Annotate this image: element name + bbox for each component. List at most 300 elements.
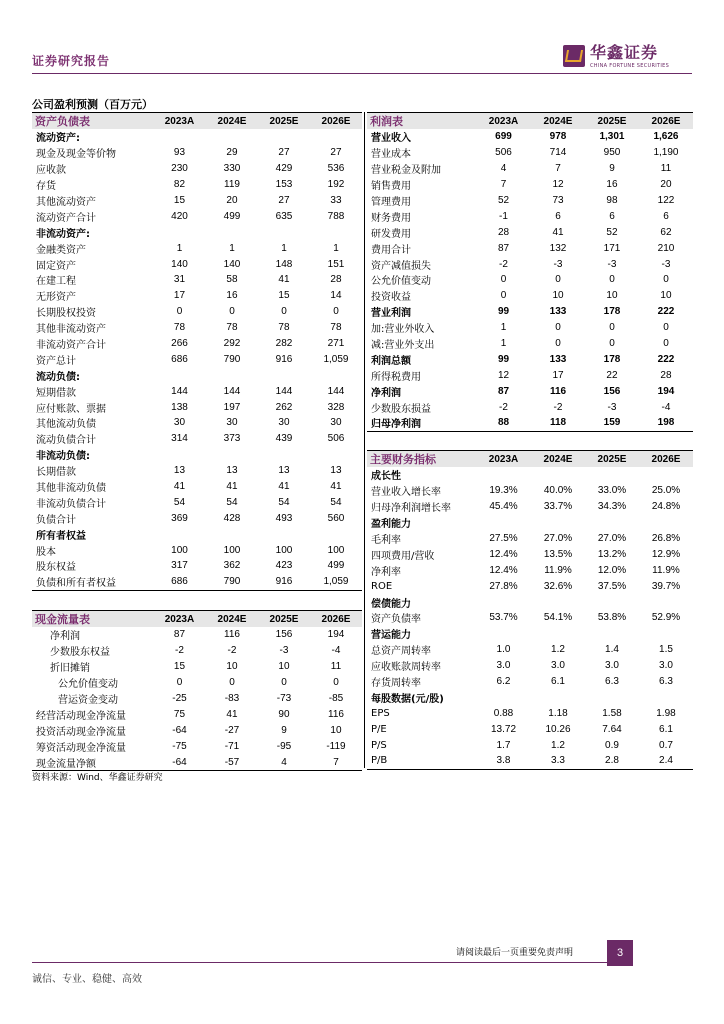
cell-value — [310, 224, 362, 240]
cell-value: 198 — [657, 417, 675, 429]
cell-value: 210 — [657, 242, 675, 254]
cell-value — [153, 129, 206, 145]
row-label: 非流动负债合计 — [36, 498, 106, 510]
cell-value: 33 — [330, 195, 342, 206]
cell-value: 13 — [173, 465, 186, 477]
cell-value: 140 — [223, 258, 241, 270]
cell-value: 17 — [552, 369, 564, 381]
cell-value: 11 — [330, 661, 342, 673]
cell-value: 11.9% — [652, 564, 680, 576]
cell-value: 635 — [275, 210, 293, 222]
company-slogan: 诚信、专业、稳健、高效 — [32, 974, 142, 985]
cell-value — [258, 526, 310, 542]
cell-value: 1.7 — [496, 739, 511, 751]
cell-value: 0 — [555, 274, 561, 286]
row-label: 非流动资产合计 — [36, 340, 106, 352]
table-row — [32, 479, 362, 495]
row-label: 营运能力 — [371, 630, 411, 642]
logo-name-cn: 华鑫证券 — [590, 43, 659, 62]
row-label: 少数股东权益 — [50, 647, 110, 659]
cell-value: 560 — [327, 512, 345, 524]
cell-value: 429 — [275, 163, 293, 175]
cell-value: 328 — [327, 401, 345, 413]
cell-value: 282 — [275, 338, 293, 350]
cell-value: 6.2 — [496, 676, 511, 688]
cell-value: 41 — [278, 274, 290, 286]
cell-value: 0 — [333, 677, 339, 689]
cell-value: 78 — [278, 322, 290, 334]
cell-value: 4 — [281, 756, 287, 768]
row-label: 财务费用 — [371, 212, 411, 224]
row-label: 成长性 — [371, 471, 401, 483]
cell-value: 950 — [603, 147, 621, 159]
table-row — [367, 351, 693, 367]
cell-value: 0.9 — [605, 739, 619, 751]
cell-value: 1 — [500, 338, 507, 350]
cell-value: 133 — [549, 306, 567, 318]
table-row — [32, 177, 362, 193]
cell-value: 1,059 — [323, 353, 349, 365]
row-label: 非流动资产: — [36, 228, 90, 240]
row-label: 长期股权投资 — [36, 308, 96, 320]
data-source: 资料来源：Wind、华鑫证券研究 — [32, 773, 163, 783]
row-label: 存货 — [36, 181, 56, 193]
cell-value: 1.0 — [496, 644, 511, 656]
cell-value: -71 — [224, 740, 240, 752]
row-label: ROE — [371, 580, 393, 592]
cell-value — [585, 626, 639, 642]
cell-value: 119 — [224, 179, 240, 191]
table-row — [32, 558, 362, 574]
cell-value — [476, 467, 531, 483]
row-label: 归母净利润增长率 — [371, 503, 451, 515]
table-row — [367, 721, 693, 737]
row-label: 研发费用 — [371, 228, 411, 240]
row-label: 其他流动资产 — [36, 197, 96, 208]
cell-value: 197 — [223, 401, 241, 413]
company-logo — [563, 44, 669, 69]
cell-value: 118 — [549, 417, 567, 429]
table-row — [367, 240, 693, 256]
cell-value: 45.4% — [489, 501, 518, 513]
cell-value: 122 — [657, 195, 675, 206]
cell-value: 27.0% — [543, 533, 573, 544]
cell-value: 27.0% — [597, 533, 627, 544]
cell-value: 1.2 — [551, 739, 565, 751]
cell-value: 40.0% — [543, 485, 573, 497]
year-header: 2026E — [639, 113, 693, 130]
cell-value — [206, 526, 258, 542]
cell-value: 30 — [173, 417, 186, 429]
cell-value: 788 — [327, 210, 345, 222]
table-row — [367, 499, 693, 515]
row-label: 负债合计 — [36, 514, 76, 526]
table-row — [367, 531, 693, 547]
cell-value: 0 — [229, 677, 235, 689]
cell-value: 271 — [327, 338, 345, 350]
cell-value: 116 — [328, 708, 344, 720]
cell-value: -75 — [172, 740, 187, 752]
cash-flow-table — [32, 610, 362, 771]
table-row — [367, 145, 693, 161]
cell-value: 20 — [226, 195, 238, 206]
table-row — [32, 722, 362, 738]
cell-value: -27 — [224, 724, 240, 736]
cell-value: 6 — [663, 210, 669, 222]
cell-value: 30 — [278, 417, 290, 429]
cell-value: -119 — [326, 740, 346, 752]
row-label: 利润总额 — [371, 355, 411, 367]
cell-value: 12 — [552, 179, 564, 191]
cell-value: 54 — [226, 496, 238, 508]
cell-value: 12.0% — [597, 564, 627, 576]
cell-value: -57 — [224, 756, 240, 768]
cell-value: 222 — [657, 306, 675, 318]
cell-value: 100 — [223, 544, 241, 556]
cell-value — [258, 447, 310, 463]
cell-value: 12.4% — [489, 548, 518, 560]
cell-value: 78 — [173, 322, 186, 334]
cell-value — [531, 594, 585, 610]
cell-value: 1,190 — [653, 147, 679, 159]
cell-value: 194 — [327, 629, 345, 641]
row-label: 净利润 — [371, 387, 401, 399]
row-label: 总资产周转率 — [371, 646, 431, 658]
table-header-row — [32, 611, 362, 628]
cell-value — [585, 689, 639, 705]
cell-value: 178 — [603, 353, 621, 365]
cell-value — [531, 626, 585, 642]
cell-value: 0 — [663, 322, 669, 334]
table-row — [367, 610, 693, 626]
cell-value: 41 — [173, 481, 186, 493]
table-row — [32, 463, 362, 479]
table-title: 资产负债表 — [32, 113, 153, 130]
cell-value: 27.8% — [489, 580, 518, 592]
cell-value: 73 — [552, 195, 564, 206]
table-row — [32, 526, 362, 542]
year-header: 2026E — [310, 611, 362, 628]
cell-value: 314 — [171, 433, 188, 445]
cell-value: 0 — [281, 306, 287, 318]
cell-value: 3.0 — [659, 660, 673, 672]
cell-value — [639, 689, 693, 705]
cell-value: 12.4% — [489, 564, 518, 576]
row-label: 加:营业外收入 — [371, 324, 435, 336]
cell-value: 13.2% — [597, 548, 627, 560]
cell-value: 0 — [555, 338, 561, 350]
row-label: 少数股东损益 — [371, 403, 431, 415]
cell-value: 53.7% — [489, 612, 518, 624]
cell-value: 4 — [500, 163, 507, 175]
cell-value: 15 — [278, 290, 290, 302]
table-row — [32, 691, 362, 707]
cell-value: 116 — [224, 629, 240, 641]
cell-value: 7 — [500, 179, 507, 191]
cell-value: 3.0 — [605, 660, 619, 672]
cell-value: -3 — [607, 401, 617, 413]
cell-value: 156 — [275, 629, 293, 641]
row-label: 营业收入 — [371, 133, 411, 145]
cell-value: 41 — [552, 226, 564, 238]
cell-value: 0 — [500, 290, 507, 302]
cell-value: 27 — [330, 147, 342, 159]
cell-value: 144 — [275, 385, 293, 397]
cell-value: 230 — [171, 163, 188, 175]
table-row — [32, 129, 362, 145]
cell-value: 87 — [497, 242, 510, 254]
year-header: 2024E — [206, 113, 258, 130]
cell-value: 159 — [603, 417, 621, 429]
cell-value: -3 — [607, 258, 617, 270]
logo-mark-icon — [563, 45, 585, 67]
cell-value: 153 — [275, 179, 293, 191]
cell-value: 93 — [173, 147, 186, 159]
cell-value: 1 — [176, 242, 183, 254]
cell-value: 144 — [223, 385, 241, 397]
table-row — [367, 383, 693, 399]
year-header: 2026E — [639, 451, 693, 468]
row-label: 每股数据(元/股) — [371, 693, 444, 705]
cell-value: 0.7 — [659, 739, 673, 751]
row-label: 减:营业外支出 — [371, 340, 435, 352]
cell-value: -95 — [276, 740, 292, 752]
row-label: P/S — [371, 739, 387, 751]
table-row — [367, 594, 693, 610]
cell-value: 100 — [275, 544, 293, 556]
cell-value: 0 — [609, 338, 615, 350]
cell-value: 0.88 — [493, 707, 514, 719]
year-header: 2024E — [531, 451, 585, 468]
cell-value: 6.1 — [659, 723, 673, 735]
table-row — [32, 304, 362, 320]
row-label: 毛利率 — [371, 535, 401, 546]
table-row — [367, 288, 693, 304]
year-header: 2025E — [585, 113, 639, 130]
table-row — [367, 224, 693, 240]
row-label: 净利率 — [371, 566, 401, 578]
row-label: 流动资产: — [36, 133, 80, 145]
row-label: 公允价值变动 — [371, 276, 431, 288]
row-label: 营业税金及附加 — [371, 165, 441, 177]
cell-value: 1.18 — [548, 707, 568, 719]
cell-value: -2 — [499, 258, 508, 270]
table-row — [32, 627, 362, 643]
cell-value: 2.8 — [605, 755, 619, 767]
table-row — [367, 415, 693, 431]
cell-value: 1 — [500, 322, 507, 334]
table-row — [367, 320, 693, 336]
cell-value: 13.72 — [490, 723, 517, 735]
cell-value: 99 — [497, 353, 510, 365]
cell-value: 12 — [497, 369, 510, 381]
row-label: 投资活动现金净流量 — [36, 726, 126, 738]
table-row — [32, 542, 362, 558]
cell-value: 116 — [549, 385, 567, 397]
cell-value — [153, 526, 206, 542]
cell-value: 9 — [609, 163, 615, 175]
cell-value — [531, 515, 585, 531]
cell-value: 27 — [278, 147, 290, 159]
cell-value — [258, 367, 310, 383]
cell-value: 13 — [226, 465, 238, 477]
cell-value: 3.3 — [551, 755, 565, 767]
cell-value: 916 — [275, 576, 293, 588]
cell-value: 423 — [275, 560, 293, 572]
row-label: 四项费用/营收 — [371, 550, 435, 562]
cell-value — [476, 689, 531, 705]
row-label: 长期借款 — [36, 467, 76, 479]
cell-value: 192 — [327, 179, 345, 191]
cell-value: 262 — [275, 401, 293, 413]
table-row — [32, 351, 362, 367]
cell-value: 0 — [663, 274, 669, 286]
table-row — [367, 689, 693, 705]
cell-value — [639, 626, 693, 642]
cell-value: 10 — [226, 661, 238, 673]
cell-value: -3 — [279, 645, 289, 657]
cell-value — [531, 689, 585, 705]
table-row — [367, 272, 693, 288]
row-label: P/B — [371, 755, 388, 767]
cell-value: 266 — [171, 338, 188, 350]
year-header: 2023A — [153, 113, 206, 130]
cell-value: 0 — [229, 306, 235, 318]
cell-value: 6.1 — [551, 676, 565, 688]
cell-value — [206, 447, 258, 463]
cell-value — [153, 224, 206, 240]
cell-value: 52 — [497, 195, 510, 206]
cell-value: 0 — [176, 306, 183, 318]
row-label: 净利润 — [50, 631, 80, 643]
table-row — [367, 304, 693, 320]
table-row — [367, 483, 693, 499]
cell-value — [639, 515, 693, 531]
year-header: 2025E — [585, 451, 639, 468]
table-header-row — [367, 113, 693, 130]
cell-value: 536 — [327, 163, 345, 175]
cell-value: -3 — [553, 258, 563, 270]
cell-value: 10 — [330, 724, 342, 736]
cell-value: 29 — [226, 147, 238, 159]
row-label: 归母净利润 — [371, 419, 421, 431]
table-row — [32, 675, 362, 691]
table-title: 现金流量表 — [32, 611, 153, 628]
cell-value — [206, 224, 258, 240]
row-label: 应付账款、票据 — [36, 403, 106, 415]
cell-value — [585, 515, 639, 531]
cell-value: 499 — [223, 210, 241, 222]
table-row — [367, 161, 693, 177]
year-header: 2025E — [258, 113, 310, 130]
cell-value: 7.64 — [602, 723, 622, 735]
table-row — [32, 738, 362, 754]
cell-value: 24.8% — [651, 501, 681, 513]
cell-value: 62 — [660, 226, 672, 238]
table-row — [32, 447, 362, 463]
cell-value: 13.5% — [543, 548, 573, 560]
cell-value: 686 — [171, 576, 188, 588]
table-row — [32, 399, 362, 415]
row-label: 折旧摊销 — [50, 663, 90, 675]
report-type-title: 证券研究报告 — [32, 54, 111, 68]
cell-value: -2 — [499, 401, 508, 413]
cell-value: 33.7% — [543, 501, 573, 513]
row-label: 应收账款周转率 — [371, 662, 441, 674]
table-row — [32, 643, 362, 659]
cell-value: 14 — [330, 290, 342, 302]
row-label: 销售费用 — [371, 181, 411, 193]
cell-value: 6.3 — [605, 676, 619, 688]
cell-value: 53.8% — [597, 612, 627, 624]
table-row — [367, 367, 693, 383]
table-row — [32, 367, 362, 383]
cell-value — [476, 515, 531, 531]
cell-value: 10 — [606, 290, 618, 302]
row-label: 筹资活动现金净流量 — [36, 742, 126, 754]
cell-value: 0 — [663, 338, 669, 350]
table-row — [367, 208, 693, 224]
cell-value: 439 — [275, 433, 293, 445]
row-label: 营业成本 — [371, 149, 411, 161]
cell-value: 330 — [223, 163, 241, 175]
row-label: 盈利能力 — [371, 519, 411, 531]
cell-value: -25 — [172, 693, 187, 704]
cell-value: 41 — [330, 481, 342, 493]
cell-value — [531, 467, 585, 483]
cell-value: 156 — [603, 385, 621, 397]
table-row — [367, 674, 693, 690]
cell-value: 22 — [606, 369, 618, 381]
cell-value: 10 — [552, 290, 564, 302]
table-row — [367, 658, 693, 674]
cell-value: 100 — [327, 544, 345, 556]
cell-value: -1 — [499, 210, 508, 222]
cell-value: 790 — [223, 353, 241, 365]
cell-value: 1 — [281, 242, 287, 254]
cell-value: 1.58 — [602, 707, 622, 719]
cell-value — [310, 526, 362, 542]
cell-value: 144 — [171, 385, 188, 397]
cell-value: 28 — [497, 226, 510, 238]
row-label: 在建工程 — [36, 276, 76, 288]
cell-value — [258, 224, 310, 240]
cell-value — [639, 467, 693, 483]
cell-value — [476, 626, 531, 642]
cell-value: 41 — [278, 481, 290, 493]
cell-value: 17 — [173, 290, 186, 302]
table-row — [32, 431, 362, 447]
cell-value: 0 — [176, 677, 183, 689]
cell-value: 88 — [497, 417, 510, 429]
cell-value: 10.26 — [545, 723, 571, 735]
table-row — [32, 706, 362, 722]
cell-value: -4 — [661, 401, 671, 413]
cell-value: 52.9% — [651, 612, 681, 624]
cell-value: 78 — [330, 322, 342, 334]
cell-value: 15 — [173, 195, 186, 206]
cell-value: 7 — [555, 163, 561, 175]
table-row — [367, 336, 693, 352]
table-row — [32, 415, 362, 431]
row-label: 其他非流动负债 — [36, 483, 106, 495]
row-label: 无形资产 — [36, 292, 76, 304]
cell-value: 0 — [609, 274, 615, 286]
cell-value: 140 — [171, 258, 188, 270]
table-row — [32, 193, 362, 209]
row-label: 固定资产 — [36, 260, 76, 272]
table-row — [32, 510, 362, 526]
